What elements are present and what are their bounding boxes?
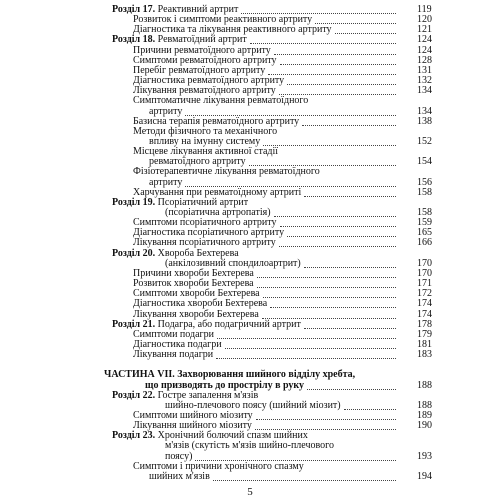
toc-leader-dots <box>241 4 396 14</box>
toc-entry-title: що призводять до прострілу в руку <box>145 379 305 391</box>
toc-entry-title: Перебіг ревматоїдного артриту <box>133 64 266 76</box>
toc-entry-page: 158 <box>417 207 432 218</box>
toc-entry-page: 170 <box>417 257 432 269</box>
toc-leader-dots <box>263 136 396 146</box>
toc-leader-dots <box>217 329 396 339</box>
toc-entry-page: 134 <box>417 105 432 117</box>
toc-entry-label: Розділ 19. <box>112 196 156 208</box>
toc-entry-page: 170 <box>417 267 432 279</box>
toc-entry-page: 174 <box>417 308 432 320</box>
toc-entry-label: Розділ 20. <box>112 247 156 259</box>
toc-leader-dots <box>213 471 396 481</box>
toc-entry-title: поясу) <box>165 450 193 462</box>
toc-entry-title: шийних м'язів <box>149 470 210 482</box>
toc-entry-title: Розвиток хвороби Бехтерева <box>133 278 254 290</box>
toc-leader-dots <box>195 451 396 461</box>
toc-leader-dots <box>279 237 396 247</box>
toc-entry-page: 154 <box>417 156 432 168</box>
toc-leader-dots <box>263 288 396 298</box>
toc-entry-page: 174 <box>417 298 432 310</box>
toc-entry-page: 166 <box>417 237 432 249</box>
toc-entry-page: 131 <box>417 64 432 76</box>
toc-entry-page: 193 <box>417 450 432 462</box>
toc-entry-title: Лікування ревматоїдного артриту <box>133 85 276 97</box>
toc-entry-title: шийно-плечового поясу (шийний міозит) <box>165 399 341 411</box>
toc-entry-page: 179 <box>417 328 432 340</box>
toc-leader-dots <box>280 55 396 65</box>
toc-entry-page: 171 <box>417 278 432 290</box>
toc-entry-title: Причини ревматоїдного артриту <box>133 44 271 56</box>
toc-leader-dots <box>307 380 396 390</box>
toc-leader-dots <box>216 349 396 359</box>
toc-entry-page: 119 <box>417 4 432 15</box>
toc-entry-page: 172 <box>417 288 432 300</box>
toc-leader-dots <box>249 156 396 166</box>
toc-leader-dots <box>250 34 396 44</box>
toc-entry-title: Причини хвороби Бехтерева <box>133 267 254 279</box>
toc-entry-title: Базисна терапія ревматоїдного артриту <box>133 115 300 127</box>
toc-entry-title: Симптоми подагри <box>133 328 214 340</box>
page-number: 5 <box>247 486 253 498</box>
toc-entry-title: ревматоїдного артриту <box>149 156 246 168</box>
toc-entry-title: Лікування псоріатичного артриту <box>133 237 276 249</box>
toc-entry-title: (псоріатична артропатія) <box>165 207 271 218</box>
toc-entry-title: Діагностика псоріатичного артриту <box>133 227 285 239</box>
toc-leader-dots <box>335 24 396 34</box>
toc-entry-title: артриту <box>149 105 183 117</box>
toc-entry-title: Псоріатичний артрит <box>157 196 249 208</box>
toc-leader-dots <box>304 319 396 329</box>
toc-entry-title: Розвиток і симптоми реактивного артриту <box>133 14 313 26</box>
toc-entry-page: 124 <box>417 44 432 56</box>
toc-leader-dots <box>287 75 396 85</box>
toc-entry-page: 190 <box>417 420 432 432</box>
toc-leader-dots <box>262 309 396 319</box>
toc-entry-page: 188 <box>417 379 432 391</box>
toc-leader-dots <box>225 339 396 349</box>
toc-entry-title: Діагностика подагри <box>133 338 222 350</box>
toc-entry-page: 121 <box>417 24 432 36</box>
toc-entry-label: Розділ 23. <box>112 430 156 442</box>
toc-entry-page: 181 <box>417 338 432 350</box>
toc-entry-title: м'язів (скутість м'язів шийно-плечового <box>165 440 335 452</box>
toc-entry-page: 152 <box>417 135 432 147</box>
toc-entry-page: 188 <box>417 399 432 411</box>
toc-entry-title: артриту <box>149 176 183 188</box>
toc-leader-dots <box>304 258 396 268</box>
toc-entry-page: 158 <box>417 186 432 198</box>
toc-entry-page: 159 <box>417 217 432 229</box>
toc-entry-label: ЧАСТИНА VII. <box>104 369 175 381</box>
toc-leader-dots <box>344 400 396 410</box>
toc-leader-dots <box>302 116 396 126</box>
toc-leader-dots <box>270 298 396 308</box>
toc-entry-label: Розділ 22. <box>112 389 156 401</box>
toc-entry-title: Захворювання шийного відділу хребта, <box>177 369 356 381</box>
toc-leader-dots <box>255 420 396 430</box>
toc-leader-dots <box>280 217 396 227</box>
toc-leader-dots <box>257 278 396 288</box>
toc-entry-title: Симптоми хвороби Бехтерева <box>133 288 260 300</box>
toc-entry-title: впливу на імунну систему <box>149 135 261 147</box>
toc-entry-page: 120 <box>417 14 432 26</box>
toc-entry-title: Діагностика ревматоїдного артриту <box>133 75 285 87</box>
toc-entry-title: (анкілозивний спондилоартрит) <box>165 257 301 269</box>
toc-leader-dots <box>279 85 396 95</box>
toc-entry-page: 156 <box>417 176 432 188</box>
toc-leader-dots <box>274 207 396 217</box>
toc-entry-title: Симптоми і причини хронічного спазму <box>133 460 304 472</box>
toc-entry-page: 178 <box>417 318 432 330</box>
toc-entry-title: Гостре запалення м'язів <box>157 389 259 401</box>
toc-leader-dots <box>315 14 396 24</box>
toc-entry-title: Ревматоїдний артрит <box>157 34 247 46</box>
toc-entry-page: 165 <box>417 227 432 239</box>
toc-entry-page: 134 <box>417 85 432 97</box>
toc-entry-page: 124 <box>417 34 432 46</box>
toc-entry-text <box>149 471 210 483</box>
toc-leader-dots <box>268 65 396 75</box>
toc-entry-title: Харчування при ревматоїдному артриті <box>133 186 302 198</box>
toc-entry-title: Лікування шийного міозиту <box>133 420 252 432</box>
toc-leader-dots <box>256 410 396 420</box>
toc-entry-title: Фізіотерапевтичне лікування ревматоїдного <box>133 166 320 178</box>
toc-entry-title: Симптоми шийного міозиту <box>133 410 253 421</box>
toc-leader-dots <box>185 106 396 116</box>
toc-entry-title: Місцеве лікування активної стадії <box>133 146 279 158</box>
toc-leader-dots <box>287 227 396 237</box>
toc-entry-title: Симптоми псоріатичного артриту <box>133 217 277 229</box>
toc-leader-dots <box>257 268 396 278</box>
toc-entry-page: 194 <box>417 470 432 482</box>
toc-leader-dots <box>304 187 396 197</box>
toc-entry-page: 132 <box>417 75 432 87</box>
toc-entry-label: Розділ 21. <box>112 318 156 330</box>
toc-entry-title: Діагностика та лікування реактивного артриту <box>133 24 332 36</box>
toc-entry-title: Симптоматичне лікування ревматоїдного <box>133 95 309 107</box>
toc-entry-title: Лікування хвороби Бехтерева <box>133 308 259 320</box>
toc-entry-page: 183 <box>417 349 432 361</box>
toc-entry-page: 128 <box>417 54 432 66</box>
toc-entry-title: Реактивний артрит <box>157 4 239 15</box>
toc-entry-title: Лікування подагри <box>133 349 214 361</box>
toc-entry-title: Подагра, або подагричний артрит <box>157 318 301 330</box>
toc-entry-title: Симптоми ревматоїдного артриту <box>133 54 277 66</box>
toc-leader-dots <box>274 45 396 55</box>
toc-entry-page: 189 <box>417 410 432 421</box>
toc-entry-label: Розділ 18. <box>112 34 156 46</box>
toc-entry-title: Хронічний болючий спазм шийних <box>157 430 308 442</box>
toc-leader-dots <box>185 177 396 187</box>
toc-line <box>0 471 500 483</box>
toc-entry-label: Розділ 17. <box>112 4 156 15</box>
toc-entry-page: 138 <box>417 115 432 127</box>
toc-entry-title: Методи фізичного та механічного <box>133 125 278 137</box>
toc-entry-title: Хвороба Бехтерева <box>157 247 239 259</box>
toc-entry-title: Діагностика хвороби Бехтерева <box>133 298 268 310</box>
